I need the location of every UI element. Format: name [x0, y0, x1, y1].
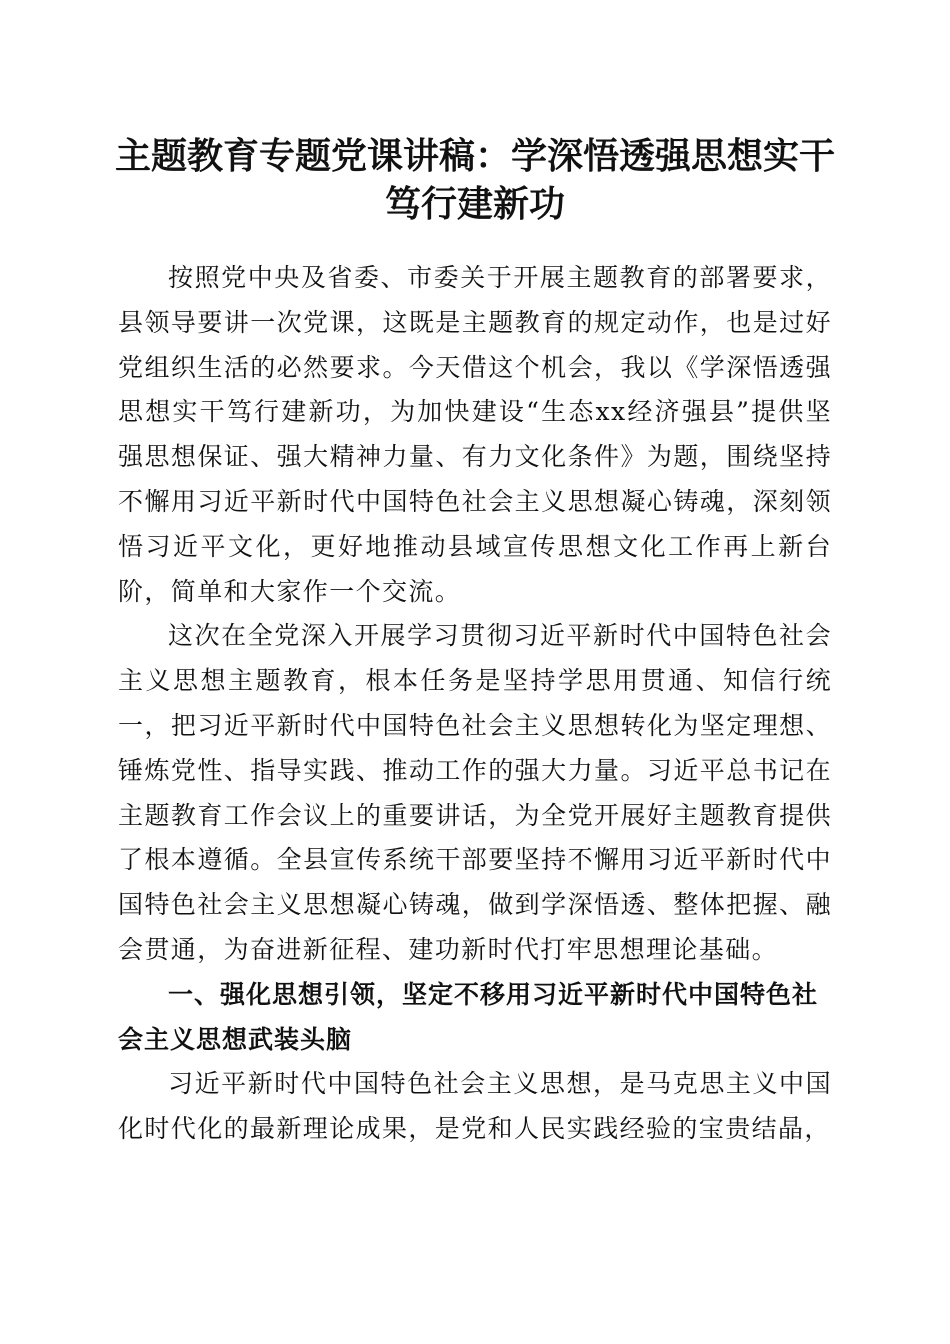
intro-paragraph: 按照党中央及省委、市委关于开展主题教育的部署要求，县领导要讲一次党课，这既是主题教育的规定动作，也是过好党组织生活的必然要求。今天借这个机会，我以《学深悟透强思想实干笃行建新功，为加快建设“生态xx经济强县”提供坚强思想保证、强大精神力量、有力文化条件》为题，围绕坚持不懈用习近平新时代中国特色社会主义思想凝心铸魂，深刻领悟习近平文化，更好地推动县域宣传思想文化工作再上新台阶，简单和大家作一个交流。: [118, 263, 832, 606]
context-paragraph: 这次在全党深入开展学习贯彻习近平新时代中国特色社会主义思想主题教育，根本任务是坚持学思用贯通、知信行统一，把习近平新时代中国特色社会主义思想转化为坚定理想、锤炼党性、指导实践、推动工作的强大力量。习近平总书记在主题教育工作会议上的重要讲话，为全党开展好主题教育提供了根本遵循。全县宣传系统干部要坚持不懈用习近平新时代中国特色社会主义思想凝心铸魂，做到学深悟透、整体把握、融会贯通，为奋进新征程、建功新时代打牢思想理论基础。: [118, 621, 832, 964]
title-line-2: 笃行建新功: [384, 183, 565, 225]
section-paragraph: 习近平新时代中国特色社会主义思想，是马克思主义中国化时代化的最新理论成果，是党和人民实践经验的宝贵结晶，: [118, 1069, 832, 1144]
section-heading: 一、强化思想引领，坚定不移用习近平新时代中国特色社会主义思想武装头脑: [118, 979, 819, 1054]
document-title: [100, 132, 850, 228]
title-line-1: 主题教育专题党课讲稿：学深悟透强思想实干: [114, 135, 835, 177]
document-body: [118, 256, 832, 1152]
